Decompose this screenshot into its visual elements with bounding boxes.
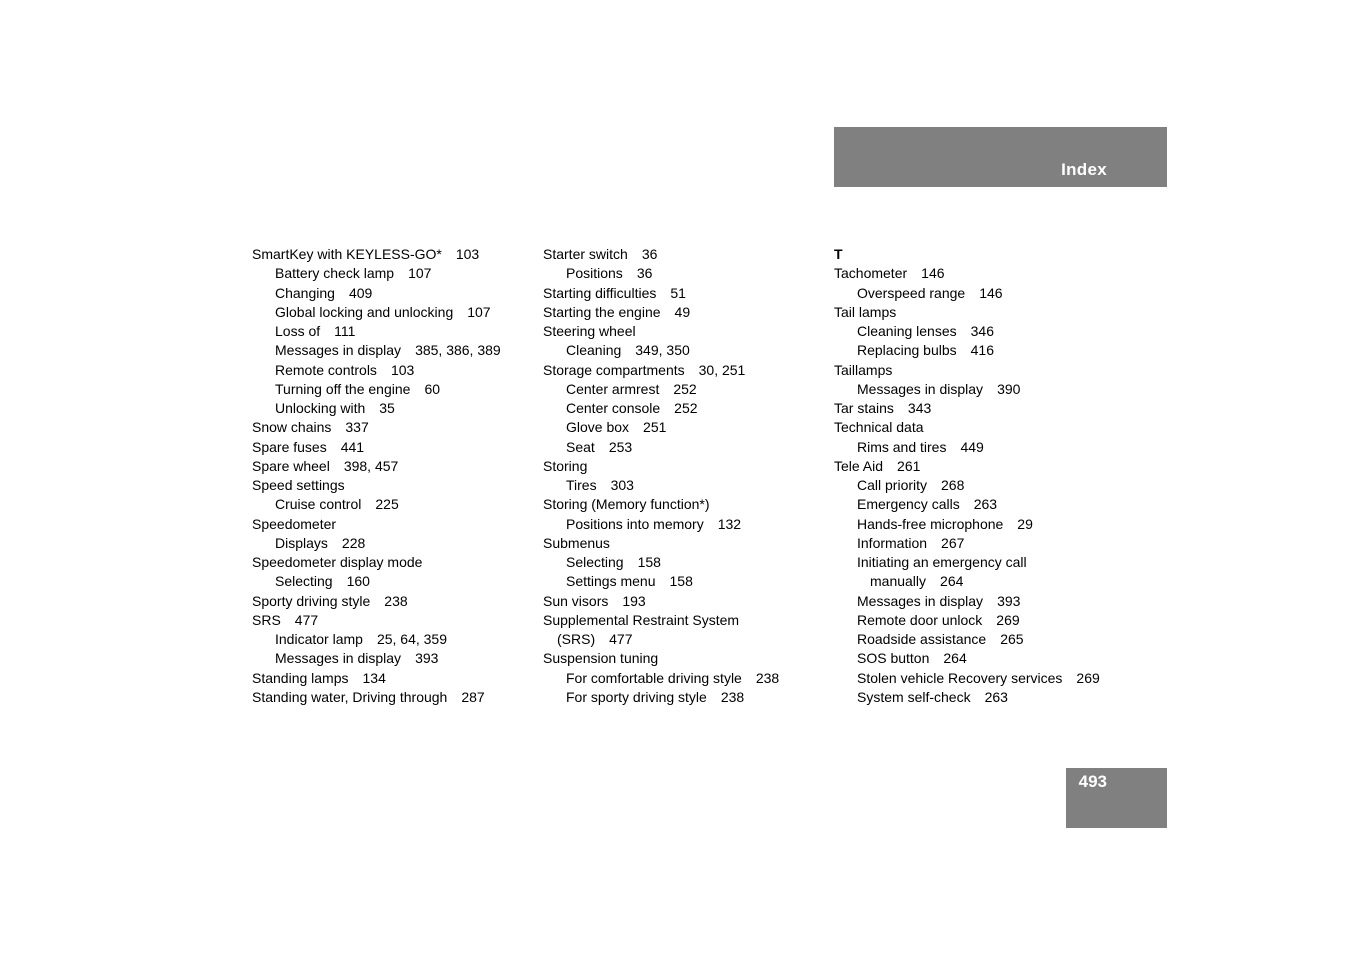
- index-page-reference: 269: [996, 611, 1020, 628]
- index-page-reference: 30, 251: [698, 361, 746, 378]
- index-page-reference: 346: [970, 323, 994, 339]
- index-page-reference: 253: [608, 438, 633, 455]
- index-term: Suspension tuning: [543, 650, 659, 667]
- index-term: Supplemental Restraint System: [543, 611, 740, 628]
- index-entry: [252, 630, 537, 649]
- index-entry: [543, 264, 828, 283]
- index-page-reference: 103: [455, 246, 480, 262]
- page-number: 493: [1078, 772, 1107, 791]
- index-term: Speedometer: [252, 515, 337, 532]
- index-page-reference: 158: [637, 554, 661, 570]
- index-entry: [252, 611, 537, 630]
- index-page-reference: 228: [341, 534, 366, 551]
- index-entry: [252, 264, 537, 283]
- index-page-reference: 261: [897, 457, 921, 474]
- index-letter-heading: [834, 245, 1119, 264]
- index-entry: [252, 303, 537, 322]
- index-page-reference: 263: [984, 688, 1008, 705]
- index-entry: [834, 572, 1119, 591]
- index-entry: [834, 418, 1119, 437]
- index-term: Technical data: [834, 419, 924, 436]
- index-entry: [834, 322, 1119, 341]
- index-entry: [834, 264, 1119, 283]
- index-entry: [543, 438, 828, 457]
- index-term: Cleaning lenses: [857, 323, 957, 339]
- index-term: Tachometer: [834, 265, 908, 282]
- index-term: System self-check: [857, 688, 971, 705]
- index-term: Roadside assistance: [857, 631, 987, 647]
- index-entry: [252, 418, 537, 437]
- index-term: SmartKey with KEYLESS-GO*: [252, 246, 442, 262]
- index-term: Unlocking with: [275, 400, 366, 416]
- index-page-reference: 25, 64, 359: [376, 631, 447, 647]
- index-page-reference: 29: [1017, 515, 1033, 532]
- index-entry: [543, 399, 828, 418]
- index-page-reference: 35: [379, 400, 395, 416]
- index-entry: [252, 534, 537, 553]
- index-page-reference: 132: [717, 515, 742, 532]
- index-page-reference: 416: [970, 342, 994, 359]
- section-title: Index: [1061, 160, 1107, 179]
- index-term: Messages in display: [275, 650, 402, 667]
- index-term: Sun visors: [543, 592, 609, 609]
- index-term: Stolen vehicle Recovery services: [857, 669, 1063, 686]
- index-page-reference: 146: [979, 284, 1003, 301]
- index-term: Replacing bulbs: [857, 342, 957, 359]
- index-entry: [252, 457, 537, 476]
- index-entry: [834, 534, 1119, 553]
- index-entry: [834, 669, 1119, 688]
- index-page-reference: 107: [408, 265, 432, 282]
- index-entry: [543, 630, 828, 649]
- index-term: SRS: [252, 611, 281, 628]
- index-page-reference: 303: [610, 477, 634, 493]
- index-term: Remote door unlock: [857, 611, 983, 628]
- index-entry: [543, 649, 828, 668]
- index-page-reference: 287: [461, 688, 485, 705]
- index-term: Storage compartments: [543, 361, 685, 378]
- index-term: Overspeed range: [857, 284, 966, 301]
- index-entry: [252, 572, 537, 591]
- index-page-reference: 60: [424, 380, 441, 397]
- index-entry: [252, 341, 537, 360]
- index-term: Information: [857, 534, 928, 551]
- index-term: Sporty driving style: [252, 592, 371, 609]
- section-header-bar: [834, 127, 1167, 187]
- index-term: Emergency calls: [857, 496, 960, 513]
- index-term: Settings menu: [566, 573, 656, 590]
- index-entry: [543, 534, 828, 553]
- index-term: Messages in display: [857, 380, 984, 397]
- index-term: Positions: [566, 265, 623, 282]
- index-page-reference: 263: [973, 496, 998, 513]
- index-entry: [834, 438, 1119, 457]
- index-entry: [543, 611, 828, 630]
- index-term: Selecting: [566, 554, 624, 570]
- index-entry: [834, 341, 1119, 360]
- index-entry: [252, 649, 537, 668]
- index-entry: [543, 361, 828, 380]
- index-entry: [543, 515, 828, 534]
- index-term: Spare fuses: [252, 438, 327, 455]
- index-page-reference: 477: [294, 611, 319, 628]
- index-page-reference: 238: [384, 592, 408, 609]
- index-entry: [252, 284, 537, 303]
- index-entry: [834, 495, 1119, 514]
- index-term: Displays: [275, 534, 328, 551]
- index-term: Snow chains: [252, 419, 332, 436]
- index-term: Indicator lamp: [275, 631, 363, 647]
- index-page-reference: 265: [1000, 631, 1024, 647]
- index-term: Steering wheel: [543, 323, 636, 339]
- index-term: Speed settings: [252, 477, 345, 493]
- index-page-reference: 390: [997, 380, 1021, 397]
- index-entry: [252, 592, 537, 611]
- index-entry: [543, 245, 828, 264]
- index-entry: [252, 399, 537, 418]
- index-term: Turning off the engine: [275, 380, 411, 397]
- index-entry: [252, 438, 537, 457]
- index-entry: [543, 476, 828, 495]
- index-term: Changing: [275, 284, 335, 301]
- index-term: Glove box: [566, 419, 630, 436]
- index-term: Messages in display: [857, 592, 984, 609]
- index-page-reference: 349, 350: [635, 342, 690, 359]
- index-term: Tar stains: [834, 400, 894, 416]
- index-term: SOS button: [857, 650, 930, 667]
- index-entry: [543, 284, 828, 303]
- index-term: Starting the engine: [543, 303, 661, 320]
- index-entry: [834, 649, 1119, 668]
- index-page-reference: 51: [670, 284, 686, 301]
- index-entry: [834, 303, 1119, 322]
- index-entry: [543, 418, 828, 437]
- index-term: Taillamps: [834, 361, 893, 378]
- index-entry: [834, 361, 1119, 380]
- index-entry: [834, 457, 1119, 476]
- index-term: Storing: [543, 457, 588, 474]
- index-entry: [252, 361, 537, 380]
- index-entry: [834, 630, 1119, 649]
- index-term: Speedometer display mode: [252, 554, 423, 570]
- index-page-reference: 252: [673, 380, 697, 397]
- index-entry: [252, 476, 537, 495]
- index-term: Starter switch: [543, 246, 628, 262]
- index-term: Center armrest: [566, 380, 660, 397]
- index-term: Selecting: [275, 573, 333, 590]
- index-entry: [543, 495, 828, 514]
- index-term: Submenus: [543, 534, 610, 551]
- index-term: Tail lamps: [834, 303, 897, 320]
- index-entry: [543, 322, 828, 341]
- index-page-reference: 238: [720, 688, 745, 705]
- index-page-reference: 36: [636, 265, 653, 282]
- index-page-reference: 251: [643, 419, 667, 436]
- index-page-reference: 393: [415, 650, 439, 667]
- index-page-reference: 160: [346, 573, 370, 590]
- index-page-reference: 107: [467, 303, 491, 320]
- index-term: T: [834, 246, 843, 262]
- index-entry: [252, 322, 537, 341]
- index-page-reference: 441: [340, 438, 365, 455]
- index-entry: [252, 688, 537, 707]
- index-page-reference: 146: [921, 265, 945, 282]
- index-term: Starting difficulties: [543, 284, 657, 301]
- index-entry: [252, 669, 537, 688]
- index-term: manually: [870, 573, 927, 590]
- index-entry: [252, 245, 537, 264]
- index-term: Call priority: [857, 477, 928, 493]
- index-term: Initiating an emergency call: [857, 554, 1027, 570]
- index-entry: [834, 399, 1119, 418]
- index-entry: [834, 592, 1119, 611]
- index-term: Storing (Memory function*): [543, 496, 710, 513]
- index-page-reference: 269: [1076, 669, 1100, 686]
- index-entry: [834, 611, 1119, 630]
- index-entry: [543, 592, 828, 611]
- index-entry: [834, 476, 1119, 495]
- index-page-reference: 264: [940, 573, 964, 590]
- index-term: Standing water, Driving through: [252, 688, 448, 705]
- index-page-reference: 385, 386, 389: [415, 342, 501, 359]
- index-term: Tires: [566, 477, 597, 493]
- index-entry: [543, 688, 828, 707]
- index-page-reference: 477: [609, 631, 633, 647]
- index-column-2: [543, 245, 828, 707]
- index-page-reference: 449: [960, 438, 984, 455]
- index-entry: [834, 380, 1119, 399]
- index-page-reference: 103: [390, 361, 415, 378]
- index-entry: [543, 553, 828, 572]
- index-page-reference: 268: [941, 477, 965, 493]
- index-entry: [252, 553, 537, 572]
- index-entry: [543, 303, 828, 322]
- index-term: Spare wheel: [252, 457, 330, 474]
- index-page-reference: 111: [334, 323, 356, 339]
- index-page-reference: 409: [348, 284, 373, 301]
- index-term: For comfortable driving style: [566, 669, 742, 686]
- index-term: Standing lamps: [252, 669, 349, 686]
- index-page-reference: 264: [943, 650, 967, 667]
- index-page-reference: 134: [362, 669, 386, 686]
- index-page-reference: 36: [641, 246, 658, 262]
- index-term: Tele Aid: [834, 457, 884, 474]
- index-term: Center console: [566, 400, 661, 416]
- index-entry: [543, 380, 828, 399]
- index-term: Rims and tires: [857, 438, 947, 455]
- index-term: Seat: [566, 438, 595, 455]
- index-term: Global locking and unlocking: [275, 303, 454, 320]
- index-page-reference: 398, 457: [343, 457, 399, 474]
- index-entry: [834, 553, 1119, 572]
- index-entry: [834, 688, 1119, 707]
- page-number-box: [1066, 768, 1167, 828]
- index-column-1: [252, 245, 537, 707]
- index-entry: [834, 284, 1119, 303]
- index-term: (SRS): [557, 631, 596, 647]
- index-page-reference: 238: [755, 669, 780, 686]
- index-entry: [834, 515, 1119, 534]
- index-page-reference: 267: [941, 534, 965, 551]
- index-entry: [543, 341, 828, 360]
- index-entry: [543, 669, 828, 688]
- index-page-reference: 158: [669, 573, 693, 590]
- index-entry: [252, 495, 537, 514]
- index-entry: [252, 515, 537, 534]
- index-page-reference: 49: [674, 303, 691, 320]
- index-page-reference: 193: [622, 592, 646, 609]
- index-entry: [543, 457, 828, 476]
- index-term: Positions into memory: [566, 515, 704, 532]
- index-page-reference: 393: [997, 592, 1021, 609]
- index-term: Battery check lamp: [275, 265, 395, 282]
- index-term: Remote controls: [275, 361, 377, 378]
- index-term: Messages in display: [275, 342, 402, 359]
- index-term: Cruise control: [275, 496, 362, 513]
- index-entry: [252, 380, 537, 399]
- index-page-reference: 343: [907, 400, 932, 416]
- index-term: For sporty driving style: [566, 688, 707, 705]
- index-entry: [543, 572, 828, 591]
- index-column-3: [834, 245, 1119, 707]
- index-page-reference: 252: [674, 400, 698, 416]
- index-term: Hands-free microphone: [857, 515, 1004, 532]
- index-page-reference: 337: [345, 419, 369, 436]
- index-page-reference: 225: [375, 496, 399, 513]
- index-term: Loss of: [275, 323, 321, 339]
- index-term: Cleaning: [566, 342, 622, 359]
